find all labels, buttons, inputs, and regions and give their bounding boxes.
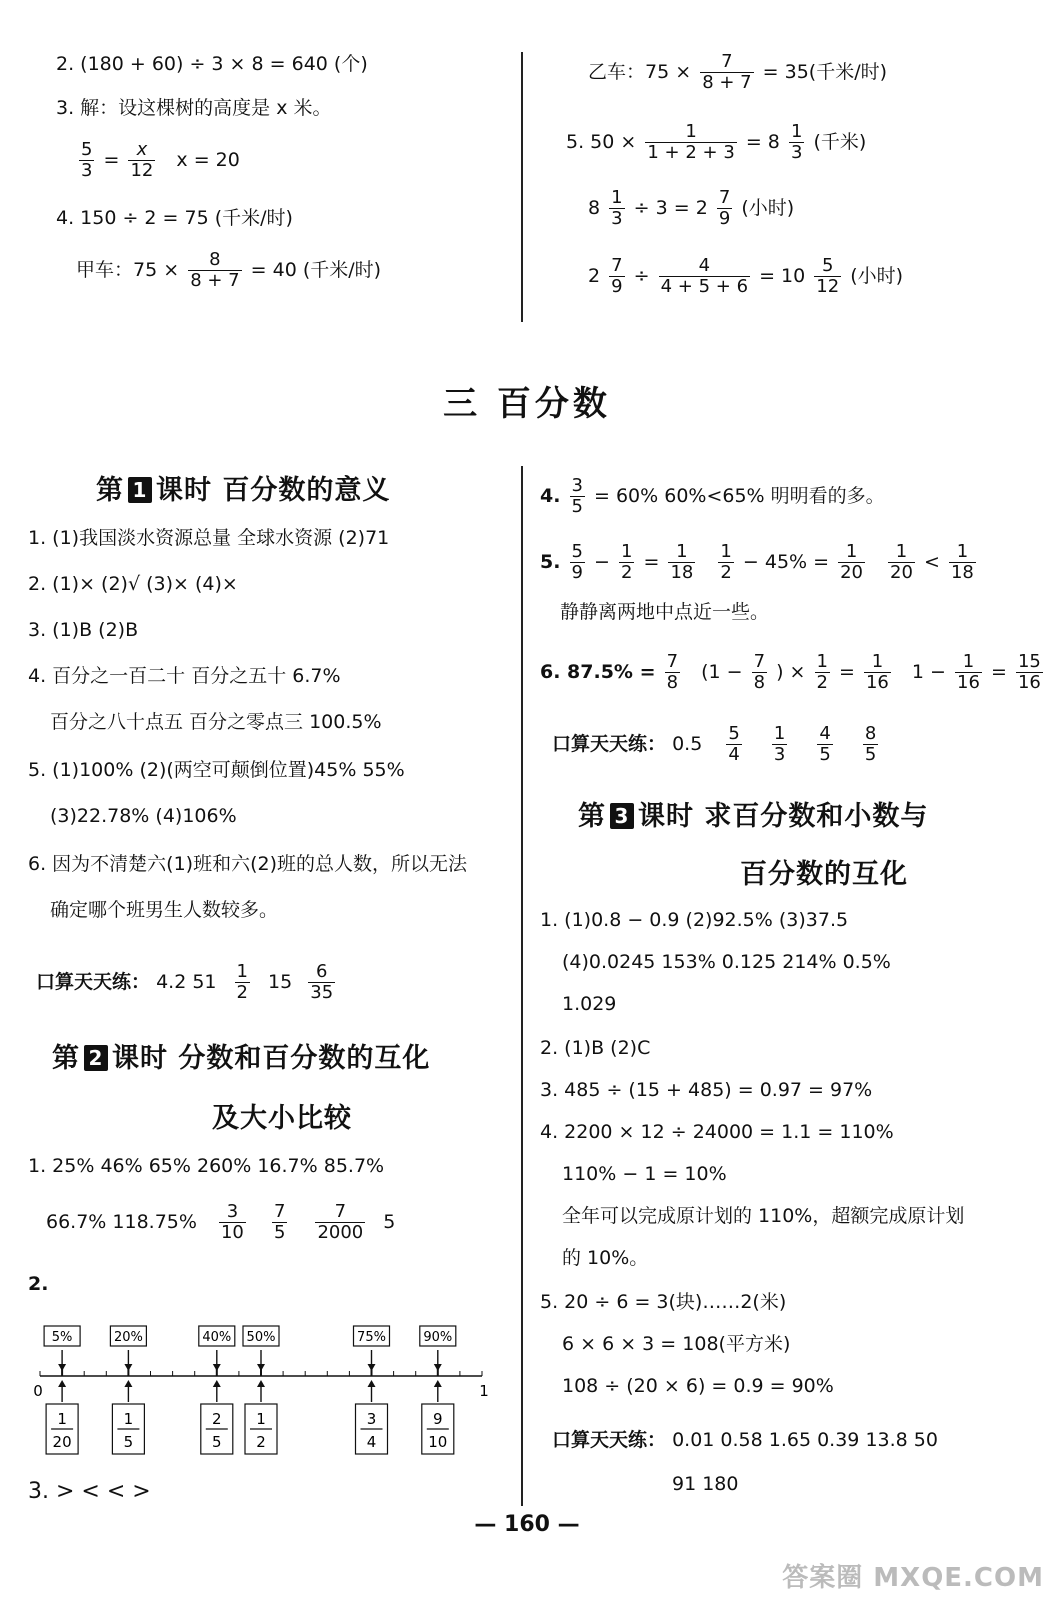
fraction-numerator: 2: [212, 1410, 222, 1428]
answer-line: 4. $\frac{3}{5}$ = 60% 60%<65% 明明看的多。: [540, 475, 885, 517]
answer-line: 110% − 1 = 10%: [562, 1163, 727, 1185]
fraction: $\frac{1}{18}$: [670, 541, 694, 583]
lesson-3-title-line2: 百分数的互化: [740, 859, 908, 890]
answer-line: 4. 百分之一百二十 百分之五十 6.7%: [28, 665, 341, 687]
fraction-numerator: 9: [433, 1410, 443, 1428]
lesson-2-title: 第 2 课时 分数和百分数的互化: [52, 1043, 431, 1074]
answer-line: 2.: [28, 1273, 49, 1295]
fraction: $\frac{15}{16}$: [1017, 651, 1041, 693]
fraction: $\frac{7}{8}$: [666, 651, 679, 693]
percent-label: 90%: [423, 1330, 453, 1345]
fraction-denominator: 10: [428, 1433, 448, 1451]
fraction-denominator: 5: [123, 1433, 134, 1451]
answer-line: 1.029: [562, 993, 617, 1015]
fraction-numerator: 1: [57, 1410, 67, 1428]
fraction-numerator: 1: [256, 1410, 266, 1428]
answer-line: 108 ÷ (20 × 6) = 0.9 = 90%: [562, 1375, 834, 1397]
fraction: $\frac{5}{12}$: [816, 255, 840, 297]
answer-line: 确定哪个班男生人数较多。: [50, 899, 279, 921]
fraction: $\frac{1}{3}$: [611, 187, 623, 229]
fraction: $\frac{7}{9}$: [718, 187, 731, 229]
answer-line: 1. (1)0.8 − 0.9 (2)92.5% (3)37.5: [540, 909, 849, 931]
up-arrow-head: [124, 1380, 132, 1387]
number-line-diagram: [20, 1320, 510, 1470]
answer-line: 5. 20 ÷ 6 = 3(块)……2(米): [540, 1291, 787, 1313]
answer-line: 66.7% 118.75% $\frac{3}{10}$ $\frac{7}{5}$ $\frac{7}{2000}$ 5: [46, 1201, 396, 1243]
lesson-number-badge: 2: [84, 1045, 108, 1071]
fraction: $\frac{1}{2}$: [816, 651, 828, 693]
answer-line: 4. 2200 × 12 ÷ 24000 = 1.1 = 110%: [540, 1121, 894, 1143]
fraction: $\frac{4}{4 + 5 + 6}$: [660, 255, 749, 297]
fraction: $\frac{1}{20}$: [840, 541, 863, 583]
answer-line: 5. 50 × $\frac{1}{1 + 2 + 3}$ = 8 $\frac{1}{3}$ (千米): [566, 121, 867, 163]
answer-line: 3. (1)B (2)B: [28, 619, 139, 641]
mental-math-line: 口算天天练： 4.2 51 $\frac{1}{2}$ 15 $\frac{6}{35}$: [36, 961, 334, 1003]
mental-math-line: 91 180: [672, 1473, 739, 1495]
up-arrow-head: [368, 1380, 376, 1387]
fraction: $\frac{7}{9}$: [611, 255, 623, 297]
fraction: $\frac{5}{3}$: [81, 139, 93, 181]
fraction: $\frac{1}{2}$: [620, 541, 633, 583]
fraction-numerator: 1: [123, 1410, 134, 1428]
fraction: $\frac{3}{5}$: [571, 475, 583, 517]
fraction: $\frac{6}{35}$: [310, 961, 334, 1003]
answer-line: 8 $\frac{1}{3}$ ÷ 3 = 2 $\frac{7}{9}$ (小时): [588, 187, 795, 229]
percent-label: 75%: [357, 1330, 386, 1345]
lesson-2-title-line2: 及大小比较: [212, 1103, 352, 1134]
fraction: $\frac{4}{5}$: [819, 723, 831, 765]
fraction: $\frac{1}{2}$: [236, 961, 248, 1003]
answer-line: $\frac{5}{3}$ = $\frac{x}{12}$ x = 20: [81, 139, 240, 181]
fraction: $\frac{1}{20}$: [890, 541, 913, 583]
percent-label: 20%: [113, 1330, 143, 1345]
number-line-start-label: 0: [33, 1382, 43, 1400]
up-arrow-head: [257, 1380, 265, 1387]
fraction: $\frac{1}{16}$: [957, 651, 980, 693]
watermark: 答案圈 MXQE.COM: [782, 1563, 1044, 1593]
fraction: $\frac{5}{9}$: [571, 541, 583, 583]
answer-line: 2 $\frac{7}{9}$ ÷ $\frac{4}{4 + 5 + 6}$ = 10 $\frac{5}{12}$ (小时): [588, 255, 904, 297]
lesson-number-badge: 1: [128, 477, 152, 503]
fraction-numerator: 3: [366, 1410, 377, 1428]
answer-line: 6 × 6 × 3 = 108(平方米): [562, 1333, 791, 1355]
answer-line: 5. $\frac{5}{9}$ − $\frac{1}{2}$ = $\frac{1}{18}$ $\frac{1}{2}$ − 45% = $\frac{1}{20}$ $\frac{1}{20}$ < $\frac{1}{18}$: [540, 541, 974, 583]
answer-line: 4. 150 ÷ 2 = 75 (千米/时): [56, 207, 293, 229]
fraction-denominator: 20: [52, 1433, 72, 1451]
column-divider-bottom: [521, 466, 523, 1506]
fraction: $\frac{7}{8 + 7}$: [702, 51, 752, 93]
fraction: $\frac{1}{18}$: [950, 541, 974, 583]
lesson-3-title: 第 3 课时 求百分数和小数与: [578, 801, 929, 832]
answer-line: 乙车：75 × $\frac{7}{8 + 7}$ = 35(千米/时): [588, 51, 888, 93]
answer-line: (3)22.78% (4)106%: [50, 805, 237, 827]
answer-line: 2. (1)B (2)C: [540, 1037, 651, 1059]
fraction: $\frac{5}{4}$: [728, 723, 740, 765]
answer-line: 3. 485 ÷ (15 + 485) = 0.97 = 97%: [540, 1079, 873, 1101]
fraction: $\frac{1}{16}$: [865, 651, 889, 693]
answer-line: 3. > < < >: [28, 1479, 151, 1504]
answer-line: 6. 因为不清楚六(1)班和六(2)班的总人数，所以无法: [28, 853, 467, 875]
page-number: — 160 —: [474, 1512, 580, 1537]
answer-line: 2. (180 + 60) ÷ 3 × 8 = 640 (个): [56, 53, 368, 75]
fraction: $\frac{1}{2}$: [720, 541, 732, 583]
fraction: $\frac{3}{10}$: [220, 1201, 244, 1243]
answer-line: 6. 87.5% = $\frac{7}{8}$ (1 − $\frac{7}{8}$ ) × $\frac{1}{2}$ = $\frac{1}{16}$ 1 − $\frac{1}{16}$ = $\frac{15}{16}$: [540, 651, 1041, 693]
fraction: $\frac{7}{8}$: [753, 651, 766, 693]
fraction-denominator: 4: [366, 1433, 377, 1451]
fraction: $\frac{1}{3}$: [773, 723, 786, 765]
mental-math-line: 口算天天练： 0.5 $\frac{5}{4}$ $\frac{1}{3}$ $\frac{4}{5}$ $\frac{8}{5}$: [552, 723, 877, 765]
mental-math-line: 口算天天练： 0.01 0.58 1.65 0.39 13.8 50: [552, 1429, 938, 1451]
up-arrow-head: [434, 1380, 442, 1387]
lesson-number-badge: 3: [610, 803, 634, 829]
fraction: $\frac{x}{12}$: [130, 139, 154, 181]
answer-line: 甲车：75 × $\frac{8}{8 + 7}$ = 40 (千米/时): [76, 249, 382, 291]
fraction: $\frac{8}{8 + 7}$: [190, 249, 240, 291]
fraction-denominator: 2: [256, 1433, 266, 1451]
chapter-title: 三 百分数: [443, 384, 611, 424]
percent-label: 40%: [202, 1330, 232, 1345]
answer-line: 1. 25% 46% 65% 260% 16.7% 85.7%: [28, 1155, 385, 1177]
fraction: $\frac{1}{3}$: [790, 121, 803, 163]
fraction: $\frac{7}{5}$: [273, 1201, 286, 1243]
answer-line: 全年可以完成原计划的 110%，超额完成原计划: [562, 1205, 965, 1227]
answer-line: 1. (1)我国淡水资源总量 全球水资源 (2)71: [28, 527, 390, 549]
lesson-1-title: 第 1 课时 百分数的意义: [96, 475, 391, 506]
fraction: $\frac{1}{1 + 2 + 3}$: [647, 121, 735, 163]
fraction: $\frac{7}{2000}$: [317, 1201, 364, 1243]
answer-line: 的 10%。: [562, 1247, 649, 1269]
percent-label: 5%: [51, 1330, 73, 1345]
answer-line: 静静离两地中点近一些。: [560, 601, 770, 623]
answer-line: 百分之八十点五 百分之零点三 100.5%: [50, 711, 382, 733]
answer-line: (4)0.0245 153% 0.125 214% 0.5%: [562, 951, 891, 973]
percent-label: 50%: [246, 1330, 276, 1345]
answer-line: 5. (1)100% (2)(两空可颠倒位置)45% 55%: [28, 759, 405, 781]
column-divider-top: [521, 52, 523, 322]
fraction-denominator: 5: [212, 1433, 222, 1451]
up-arrow-head: [213, 1380, 221, 1387]
answer-line: 2. (1)× (2)√ (3)× (4)×: [28, 573, 238, 595]
answer-line: 3. 解：设这棵树的高度是 x 米。: [56, 97, 332, 119]
up-arrow-head: [58, 1380, 66, 1387]
number-line-end-label: 1: [479, 1382, 489, 1400]
fraction: $\frac{8}{5}$: [864, 723, 877, 765]
